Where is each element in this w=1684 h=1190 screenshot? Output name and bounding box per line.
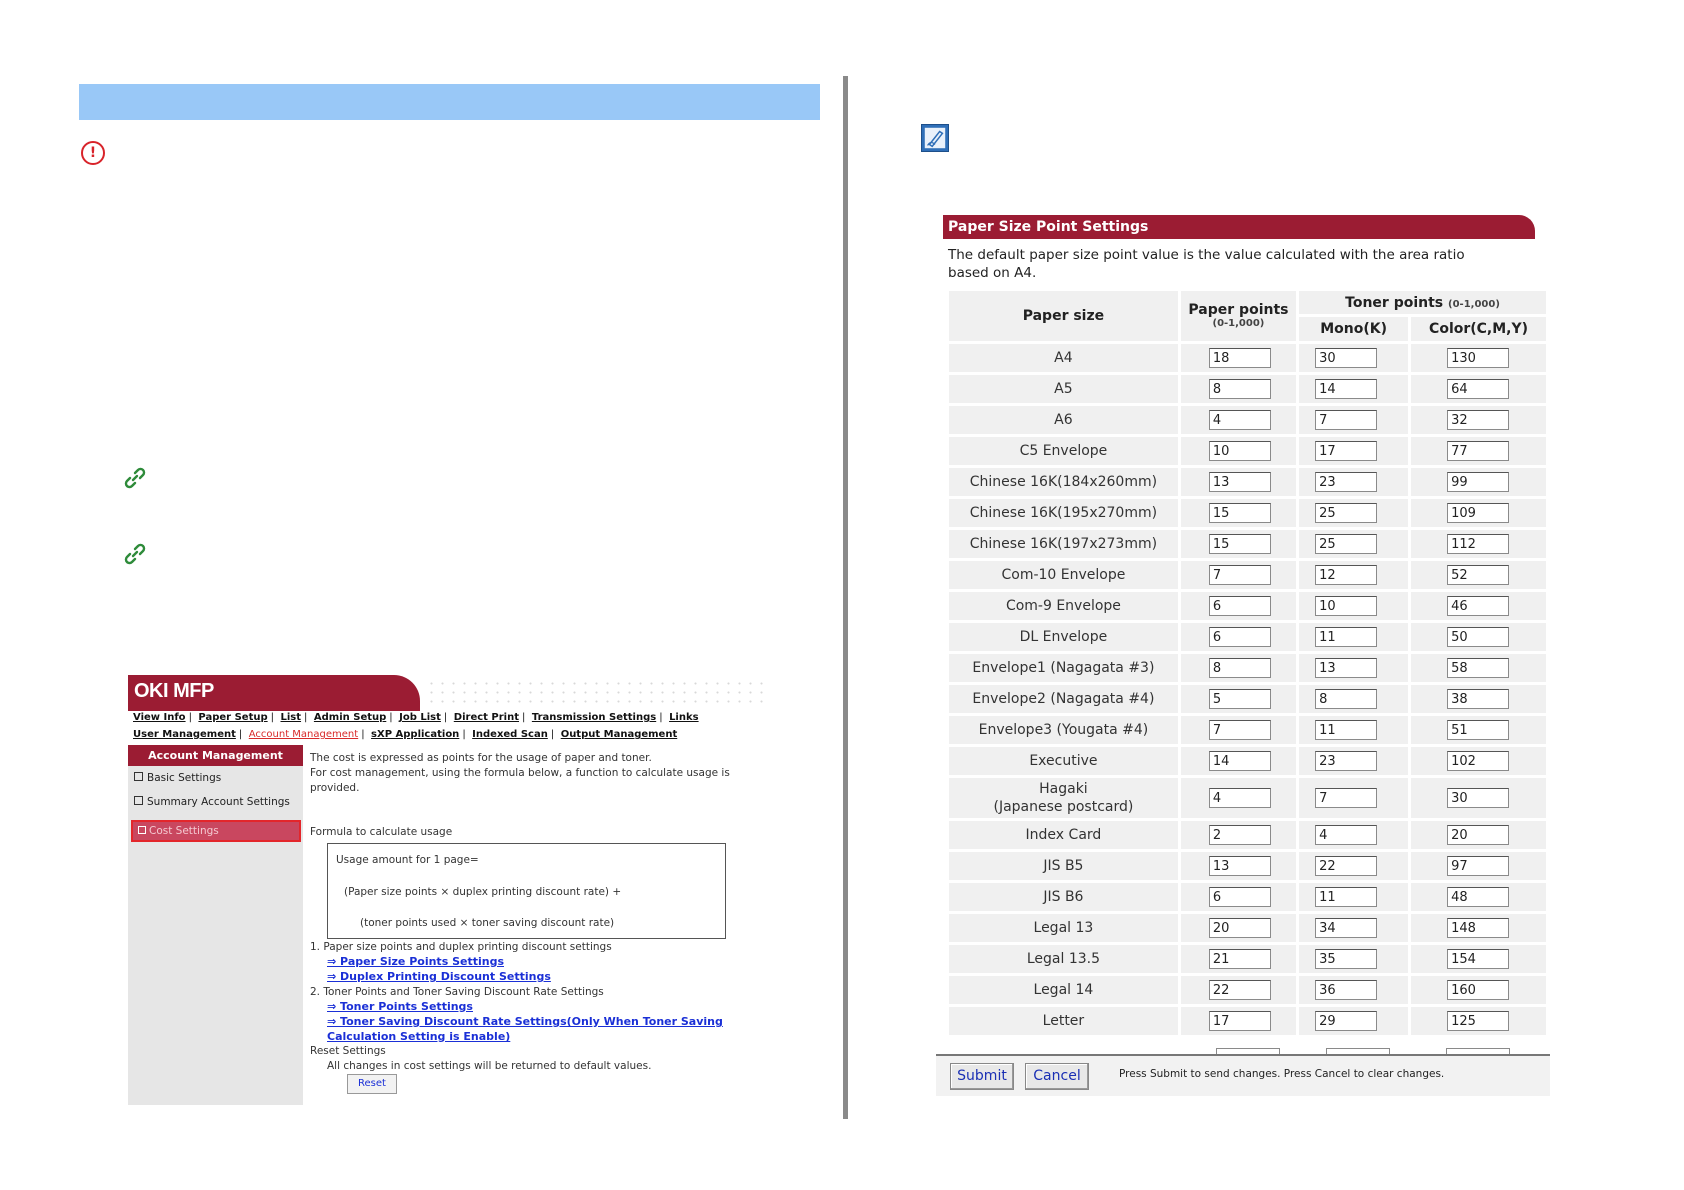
paper-points-input[interactable]: 13 (1209, 472, 1271, 492)
mono-toner-points-input[interactable]: 34 (1315, 918, 1377, 938)
link-paper-size-points-settings[interactable]: ⇒ Paper Size Points Settings (327, 955, 504, 968)
paper-points-input[interactable]: 21 (1209, 949, 1271, 969)
col-paper-size-header: Paper size (949, 291, 1178, 341)
table-row (949, 375, 1546, 403)
paper-size-name: A4 (949, 344, 1178, 372)
nav-transmission-settings[interactable]: Transmission Settings (531, 712, 657, 723)
table-row (949, 945, 1546, 973)
color-toner-points-input[interactable]: 125 (1447, 1011, 1509, 1031)
nav-user-management[interactable]: User Management (133, 729, 236, 740)
mono-toner-points-input[interactable]: 17 (1315, 441, 1377, 461)
mono-toner-points-cell (1299, 344, 1408, 372)
paper-size-name: Index Card (949, 821, 1178, 849)
formula-line-1: Usage amount for 1 page= (336, 854, 479, 866)
mono-toner-points-cell (1299, 530, 1408, 558)
color-toner-points-cell (1411, 375, 1546, 403)
color-toner-points-input[interactable]: 112 (1447, 534, 1509, 554)
mono-toner-points-input[interactable]: 23 (1315, 751, 1377, 771)
color-toner-points-input[interactable]: 130 (1447, 348, 1509, 368)
paper-size-name: Com-10 Envelope (949, 561, 1178, 589)
table-row (949, 654, 1546, 682)
col-color-header: Color(C,M,Y) (1411, 317, 1546, 341)
paper-points-cell (1181, 778, 1296, 818)
table-row (949, 747, 1546, 775)
oki-mfp-screenshot (128, 675, 773, 1105)
table-row (949, 852, 1546, 880)
paper-points-cell (1181, 654, 1296, 682)
paper-points-input[interactable]: 13 (1209, 856, 1271, 876)
paper-size-name: Envelope3 (Yougata #4) (949, 716, 1178, 744)
cancel-button[interactable]: Cancel (1025, 1063, 1089, 1090)
intro-line-2: For cost management, using the formula below, a function to calculate usage is (310, 767, 730, 779)
color-toner-points-input[interactable]: 97 (1447, 856, 1509, 876)
table-row (949, 561, 1546, 589)
sidebar-item-summary-account-settings[interactable]: Summary Account Settings (134, 796, 290, 808)
color-toner-points-input[interactable]: 50 (1447, 627, 1509, 647)
paper-points-input[interactable]: 6 (1209, 596, 1271, 616)
mono-toner-points-input[interactable]: 36 (1315, 980, 1377, 1000)
paper-size-name: JIS B6 (949, 883, 1178, 911)
paper-points-input[interactable]: 4 (1209, 788, 1271, 808)
bullet-icon (138, 826, 146, 834)
color-toner-points-input[interactable]: 51 (1447, 720, 1509, 740)
footer-message: Press Submit to send changes. Press Cancel to clear changes. (1119, 1068, 1445, 1080)
color-toner-points-cell (1411, 468, 1546, 496)
color-toner-points-input[interactable]: 52 (1447, 565, 1509, 585)
paper-points-input[interactable]: 10 (1209, 441, 1271, 461)
mono-toner-points-cell (1299, 976, 1408, 1004)
sidebar-item-basic-settings[interactable]: Basic Settings (134, 772, 221, 784)
mono-toner-points-cell (1299, 821, 1408, 849)
paper-points-cell (1181, 623, 1296, 651)
column-divider (843, 76, 848, 1119)
table-row (949, 499, 1546, 527)
paper-points-input[interactable]: 22 (1209, 980, 1271, 1000)
mono-toner-points-input[interactable]: 14 (1315, 379, 1377, 399)
color-toner-points-cell (1411, 821, 1546, 849)
color-toner-points-cell (1411, 406, 1546, 434)
intro-line-1: The cost is expressed as points for the usage of paper and toner. (310, 752, 652, 764)
color-toner-points-input[interactable]: 77 (1447, 441, 1509, 461)
mono-toner-points-input[interactable]: 30 (1315, 348, 1377, 368)
paper-size-name: Chinese 16K(197x273mm) (949, 530, 1178, 558)
formula-line-2: (Paper size points × duplex printing discount rate) + (344, 886, 622, 898)
table-row (949, 914, 1546, 942)
paper-points-cell (1181, 883, 1296, 911)
paper-size-name: A6 (949, 406, 1178, 434)
link-toner-points-settings[interactable]: ⇒ Toner Points Settings (327, 1000, 473, 1013)
memo-icon (921, 124, 949, 152)
color-toner-points-input[interactable]: 58 (1447, 658, 1509, 678)
color-toner-points-input[interactable]: 38 (1447, 689, 1509, 709)
mono-toner-points-input[interactable]: 11 (1315, 720, 1377, 740)
paper-points-input[interactable]: 8 (1209, 658, 1271, 678)
mono-toner-points-cell (1299, 406, 1408, 434)
paper-size-name: Envelope2 (Nagagata #4) (949, 685, 1178, 713)
formula-label: Formula to calculate usage (310, 826, 453, 838)
paper-points-input[interactable]: 18 (1209, 348, 1271, 368)
mono-toner-points-cell (1299, 778, 1408, 818)
mono-toner-points-cell (1299, 716, 1408, 744)
color-toner-points-cell (1411, 1007, 1546, 1035)
oki-nav-row-1: View Info | Paper Setup | List | Admin Setup | Job List | Direct Print | Transmission Settings | Links (133, 712, 699, 723)
mono-toner-points-input[interactable]: 11 (1315, 627, 1377, 647)
paper-points-cell (1181, 1007, 1296, 1035)
table-row (949, 468, 1546, 496)
table-row (949, 685, 1546, 713)
color-toner-points-cell (1411, 747, 1546, 775)
link-toner-saving-discount-rate-settings-cont[interactable]: Calculation Setting is Enable) (327, 1030, 511, 1043)
mono-toner-points-cell (1299, 852, 1408, 880)
mono-toner-points-cell (1299, 375, 1408, 403)
color-toner-points-input[interactable]: 32 (1447, 410, 1509, 430)
sidebar-header: Account Management (128, 745, 303, 766)
psp-description: The default paper size point value is the value calculated with the area ratio based on A4. (948, 247, 1465, 281)
col-paper-points-header: Paper points (0-1,000) (1181, 291, 1296, 341)
psp-header: Paper Size Point Settings (943, 215, 1535, 239)
mono-toner-points-input[interactable]: 22 (1315, 856, 1377, 876)
color-toner-points-input[interactable]: 48 (1447, 887, 1509, 907)
table-row (949, 344, 1546, 372)
paper-points-cell (1181, 561, 1296, 589)
paper-size-name: Executive (949, 747, 1178, 775)
paper-points-cell (1181, 852, 1296, 880)
mono-toner-points-cell (1299, 685, 1408, 713)
paper-size-name: DL Envelope (949, 623, 1178, 651)
oki-sidebar (128, 745, 303, 1105)
mono-toner-points-cell (1299, 437, 1408, 465)
mono-toner-points-cell (1299, 654, 1408, 682)
formula-line-3: (toner points used × toner saving discount rate) (360, 917, 615, 929)
table-row (949, 623, 1546, 651)
color-toner-points-cell (1411, 945, 1546, 973)
paper-size-name: C5 Envelope (949, 437, 1178, 465)
header-dot-pattern (426, 679, 771, 709)
oki-header (128, 675, 420, 711)
col-toner-points-header: Toner points (0-1,000) (1299, 291, 1546, 314)
table-row (949, 778, 1546, 818)
color-toner-points-cell (1411, 976, 1546, 1004)
mono-toner-points-cell (1299, 945, 1408, 973)
table-row (949, 592, 1546, 620)
mono-toner-points-cell (1299, 914, 1408, 942)
item-1-text: 1. Paper size points and duplex printing discount settings (310, 941, 612, 953)
color-toner-points-cell (1411, 685, 1546, 713)
nav-sxp-application[interactable]: sXP Application (371, 729, 460, 740)
nav-output-management[interactable]: Output Management (560, 729, 678, 740)
nav-links[interactable]: Links (669, 712, 699, 723)
mono-toner-points-cell (1299, 883, 1408, 911)
bullet-icon (134, 796, 143, 805)
table-row (949, 716, 1546, 744)
mono-toner-points-input[interactable]: 25 (1315, 534, 1377, 554)
paper-points-input[interactable]: 8 (1209, 379, 1271, 399)
oki-title: OKI MFP (134, 680, 214, 702)
paper-points-cell (1181, 592, 1296, 620)
caution-icon: ! (81, 141, 105, 165)
paper-size-name: A5 (949, 375, 1178, 403)
link-icon[interactable] (124, 467, 146, 489)
sidebar-item-cost-settings[interactable]: Cost Settings (131, 820, 301, 842)
formula-box (327, 843, 726, 939)
table-row (949, 883, 1546, 911)
color-toner-points-cell (1411, 344, 1546, 372)
color-toner-points-input[interactable]: 99 (1447, 472, 1509, 492)
mono-toner-points-input[interactable]: 11 (1315, 887, 1377, 907)
table-row (949, 1007, 1546, 1035)
color-toner-points-input[interactable]: 160 (1447, 980, 1509, 1000)
paper-points-input[interactable]: 7 (1209, 565, 1271, 585)
mono-toner-points-input[interactable]: 12 (1315, 565, 1377, 585)
paper-points-cell (1181, 914, 1296, 942)
submit-button[interactable]: Submit (950, 1063, 1014, 1090)
nav-account-management[interactable]: Account Management (248, 729, 359, 740)
paper-size-name: Com-9 Envelope (949, 592, 1178, 620)
nav-direct-print[interactable]: Direct Print (453, 712, 520, 723)
mono-toner-points-input[interactable]: 13 (1315, 658, 1377, 678)
paper-points-cell (1181, 747, 1296, 775)
oki-nav-row-2: User Management | Account Management | sXP Application | Indexed Scan | Output Management (133, 729, 678, 740)
paper-points-cell (1181, 685, 1296, 713)
psp-footer (936, 1054, 1550, 1096)
color-toner-points-cell (1411, 883, 1546, 911)
nav-indexed-scan[interactable]: Indexed Scan (472, 729, 548, 740)
color-toner-points-cell (1411, 437, 1546, 465)
reset-button[interactable]: Reset (347, 1074, 397, 1094)
paper-points-cell (1181, 945, 1296, 973)
color-toner-points-cell (1411, 852, 1546, 880)
reset-settings-description: All changes in cost settings will be returned to default values. (327, 1060, 652, 1072)
paper-points-cell (1181, 976, 1296, 1004)
mono-toner-points-cell (1299, 623, 1408, 651)
nav-paper-setup[interactable]: Paper Setup (198, 712, 268, 723)
mono-toner-points-cell (1299, 747, 1408, 775)
table-row (949, 406, 1546, 434)
color-toner-points-cell (1411, 561, 1546, 589)
paper-points-input[interactable]: 6 (1209, 627, 1271, 647)
paper-points-cell (1181, 437, 1296, 465)
paper-size-name: Envelope1 (Nagagata #3) (949, 654, 1178, 682)
nav-job-list[interactable]: Job List (399, 712, 441, 723)
color-toner-points-input[interactable]: 148 (1447, 918, 1509, 938)
reset-settings-label: Reset Settings (310, 1045, 386, 1057)
paper-size-name: Chinese 16K(184x260mm) (949, 468, 1178, 496)
paper-points-input[interactable]: 5 (1209, 689, 1271, 709)
color-toner-points-input[interactable]: 30 (1447, 788, 1509, 808)
mono-toner-points-input[interactable]: 23 (1315, 472, 1377, 492)
mono-toner-points-cell (1299, 499, 1408, 527)
link-duplex-printing-discount-settings[interactable]: ⇒ Duplex Printing Discount Settings (327, 970, 551, 983)
mono-toner-points-input[interactable]: 8 (1315, 689, 1377, 709)
paper-points-input[interactable]: 7 (1209, 720, 1271, 740)
paper-points-cell (1181, 468, 1296, 496)
paper-points-input[interactable]: 20 (1209, 918, 1271, 938)
paper-points-cell (1181, 406, 1296, 434)
mono-toner-points-cell (1299, 1007, 1408, 1035)
paper-points-cell (1181, 716, 1296, 744)
table-row (949, 976, 1546, 1004)
mono-toner-points-input[interactable]: 7 (1315, 788, 1377, 808)
paper-size-name: Letter (949, 1007, 1178, 1035)
table-row (949, 530, 1546, 558)
mono-toner-points-input[interactable]: 29 (1315, 1011, 1377, 1031)
mono-toner-points-cell (1299, 561, 1408, 589)
intro-line-3: provided. (310, 782, 360, 794)
color-toner-points-cell (1411, 716, 1546, 744)
color-toner-points-input[interactable]: 102 (1447, 751, 1509, 771)
mono-toner-points-input[interactable]: 25 (1315, 503, 1377, 523)
nav-view-info[interactable]: View Info (133, 712, 186, 723)
color-toner-points-input[interactable]: 154 (1447, 949, 1509, 969)
paper-points-input[interactable]: 2 (1209, 825, 1271, 845)
paper-size-name: Legal 13.5 (949, 945, 1178, 973)
paper-size-name: JIS B5 (949, 852, 1178, 880)
color-toner-points-input[interactable]: 46 (1447, 596, 1509, 616)
color-toner-points-cell (1411, 499, 1546, 527)
paper-points-cell (1181, 821, 1296, 849)
color-toner-points-cell (1411, 778, 1546, 818)
paper-points-cell (1181, 375, 1296, 403)
paper-size-points-table (946, 288, 1549, 1038)
color-toner-points-cell (1411, 654, 1546, 682)
mono-toner-points-cell (1299, 592, 1408, 620)
color-toner-points-cell (1411, 592, 1546, 620)
color-toner-points-input[interactable]: 109 (1447, 503, 1509, 523)
bullet-icon (134, 772, 143, 781)
paper-points-cell (1181, 344, 1296, 372)
color-toner-points-input[interactable]: 64 (1447, 379, 1509, 399)
color-toner-points-cell (1411, 914, 1546, 942)
paper-points-cell (1181, 499, 1296, 527)
mono-toner-points-input[interactable]: 4 (1315, 825, 1377, 845)
link-toner-saving-discount-rate-settings[interactable]: ⇒ Toner Saving Discount Rate Settings(Only When Toner Saving (327, 1015, 723, 1028)
table-row (949, 437, 1546, 465)
paper-size-name: Legal 13 (949, 914, 1178, 942)
paper-points-input[interactable]: 6 (1209, 887, 1271, 907)
paper-points-input[interactable]: 15 (1209, 503, 1271, 523)
table-row (949, 821, 1546, 849)
nav-list[interactable]: List (280, 712, 302, 723)
link-icon[interactable] (124, 543, 146, 565)
mono-toner-points-cell (1299, 468, 1408, 496)
paper-points-input[interactable]: 17 (1209, 1011, 1271, 1031)
section-title-bar (79, 84, 820, 120)
mono-toner-points-input[interactable]: 7 (1315, 410, 1377, 430)
color-toner-points-input[interactable]: 20 (1447, 825, 1509, 845)
paper-points-input[interactable]: 14 (1209, 751, 1271, 771)
item-2-text: 2. Toner Points and Toner Saving Discount Rate Settings (310, 986, 604, 998)
paper-size-name: Hagaki (Japanese postcard) (949, 778, 1178, 818)
nav-admin-setup[interactable]: Admin Setup (313, 712, 387, 723)
paper-points-input[interactable]: 15 (1209, 534, 1271, 554)
paper-size-name: Legal 14 (949, 976, 1178, 1004)
color-toner-points-cell (1411, 623, 1546, 651)
mono-toner-points-input[interactable]: 10 (1315, 596, 1377, 616)
paper-points-input[interactable]: 4 (1209, 410, 1271, 430)
color-toner-points-cell (1411, 530, 1546, 558)
paper-points-cell (1181, 530, 1296, 558)
mono-toner-points-input[interactable]: 35 (1315, 949, 1377, 969)
paper-size-point-settings-screenshot (943, 215, 1549, 1095)
paper-size-name: Chinese 16K(195x270mm) (949, 499, 1178, 527)
col-mono-header: Mono(K) (1299, 317, 1408, 341)
